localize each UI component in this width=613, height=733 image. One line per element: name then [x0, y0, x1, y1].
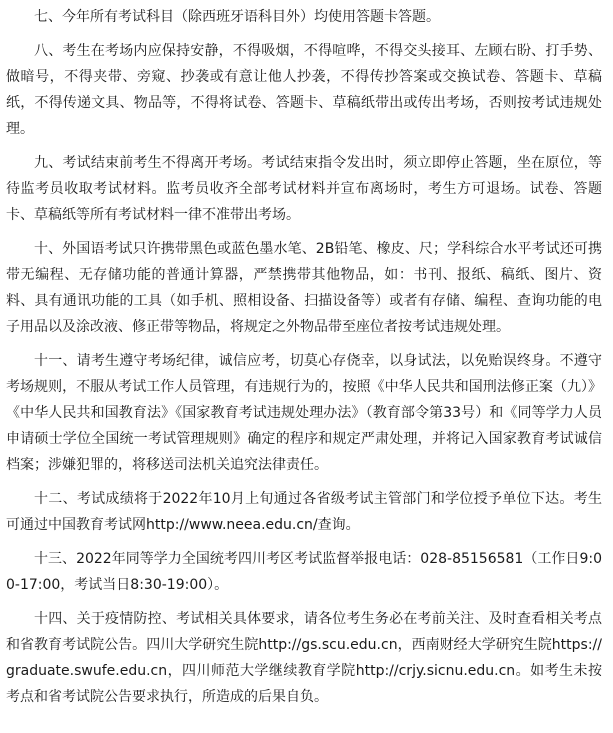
paragraph-10: 十、外国语考试只许携带黑色或蓝色墨水笔、2B铅笔、橡皮、尺；学科综合水平考试还可携带无编程、无存储功能的普通计算器，严禁携带其他物品，如：书刊、报纸、稿纸、图片、资料、具有通讯功能的工具（如手机、照相设备、扫描设备等）或者有存储、编程、查询功能的电子用品以及涂改液、修正带等物品，将规定之外物品带至座位者按考试违规处理。 — [6, 241, 602, 335]
paragraph-11: 十一、请考生遵守考场纪律，诚信应考，切莫心存侥幸，以身试法，以免贻误终身。不遵守考场规则，不服从考试工作人员管理，有违规行为的，按照《中华人民共和国刑法修正案（九）》《中华人民共和国教育法》《国家教育考试违规处理办法》（教育部令第33号）和《同等学力人员申请硕士学位全国统一考试管理规则》确定的程序和规定严肃处理，并将记入国家教育考试诚信档案；涉嫌犯罪的，将移送司法机关追究法律责任。 — [6, 353, 602, 473]
paragraph-7: 七、今年所有考试科目（除西班牙语科目外）均使用答题卡答题。 — [34, 9, 440, 25]
paragraph-8: 八、考生在考场内应保持安静，不得吸烟，不得喧哗，不得交头接耳、左顾右盼、打手势、做暗号，不得夹带、旁窥、抄袭或有意让他人抄袭，不得传抄答案或交换试卷、答题卡、草稿纸，不得传递文具、物品等，不得将试卷、答题卡、草稿纸带出或传出考场，否则按考试违规处理。 — [6, 43, 602, 137]
paragraph-12: 十二、考试成绩将于2022年10月上旬通过各省级考试主管部门和学位授予单位下达。考生可通过中国教育考试网http://www.neea.edu.cn/查询。 — [6, 491, 602, 533]
document-body — [6, 4, 602, 718]
paragraph-9: 九、考试结束前考生不得离开考场。考试结束指令发出时，须立即停止答题，坐在原位，等待监考员收取考试材料。监考员收齐全部考试材料并宣布离场时，考生方可退场。试卷、答题卡、草稿纸等所有考试材料一律不准带出考场。 — [6, 155, 602, 223]
paragraph-13: 十三、2022年同等学力全国统考四川考区考试监督举报电话：028-85156581（工作日9:00-17:00，考试当日8:30-19:00）。 — [6, 551, 602, 593]
paragraph-14: 十四、关于疫情防控、考试相关具体要求，请各位考生务必在考前关注、及时查看相关考点和省教育考试院公告。四川大学研究生院http://gs.scu.edu.cn，西南财经大学研究生院https://graduate.swufe.edu.cn，四川师范大学继续教育学院http://crjy.sicnu.edu.cn。如考生未按考点和省考试院公告要求执行，所造成的后果自负。 — [6, 611, 602, 705]
